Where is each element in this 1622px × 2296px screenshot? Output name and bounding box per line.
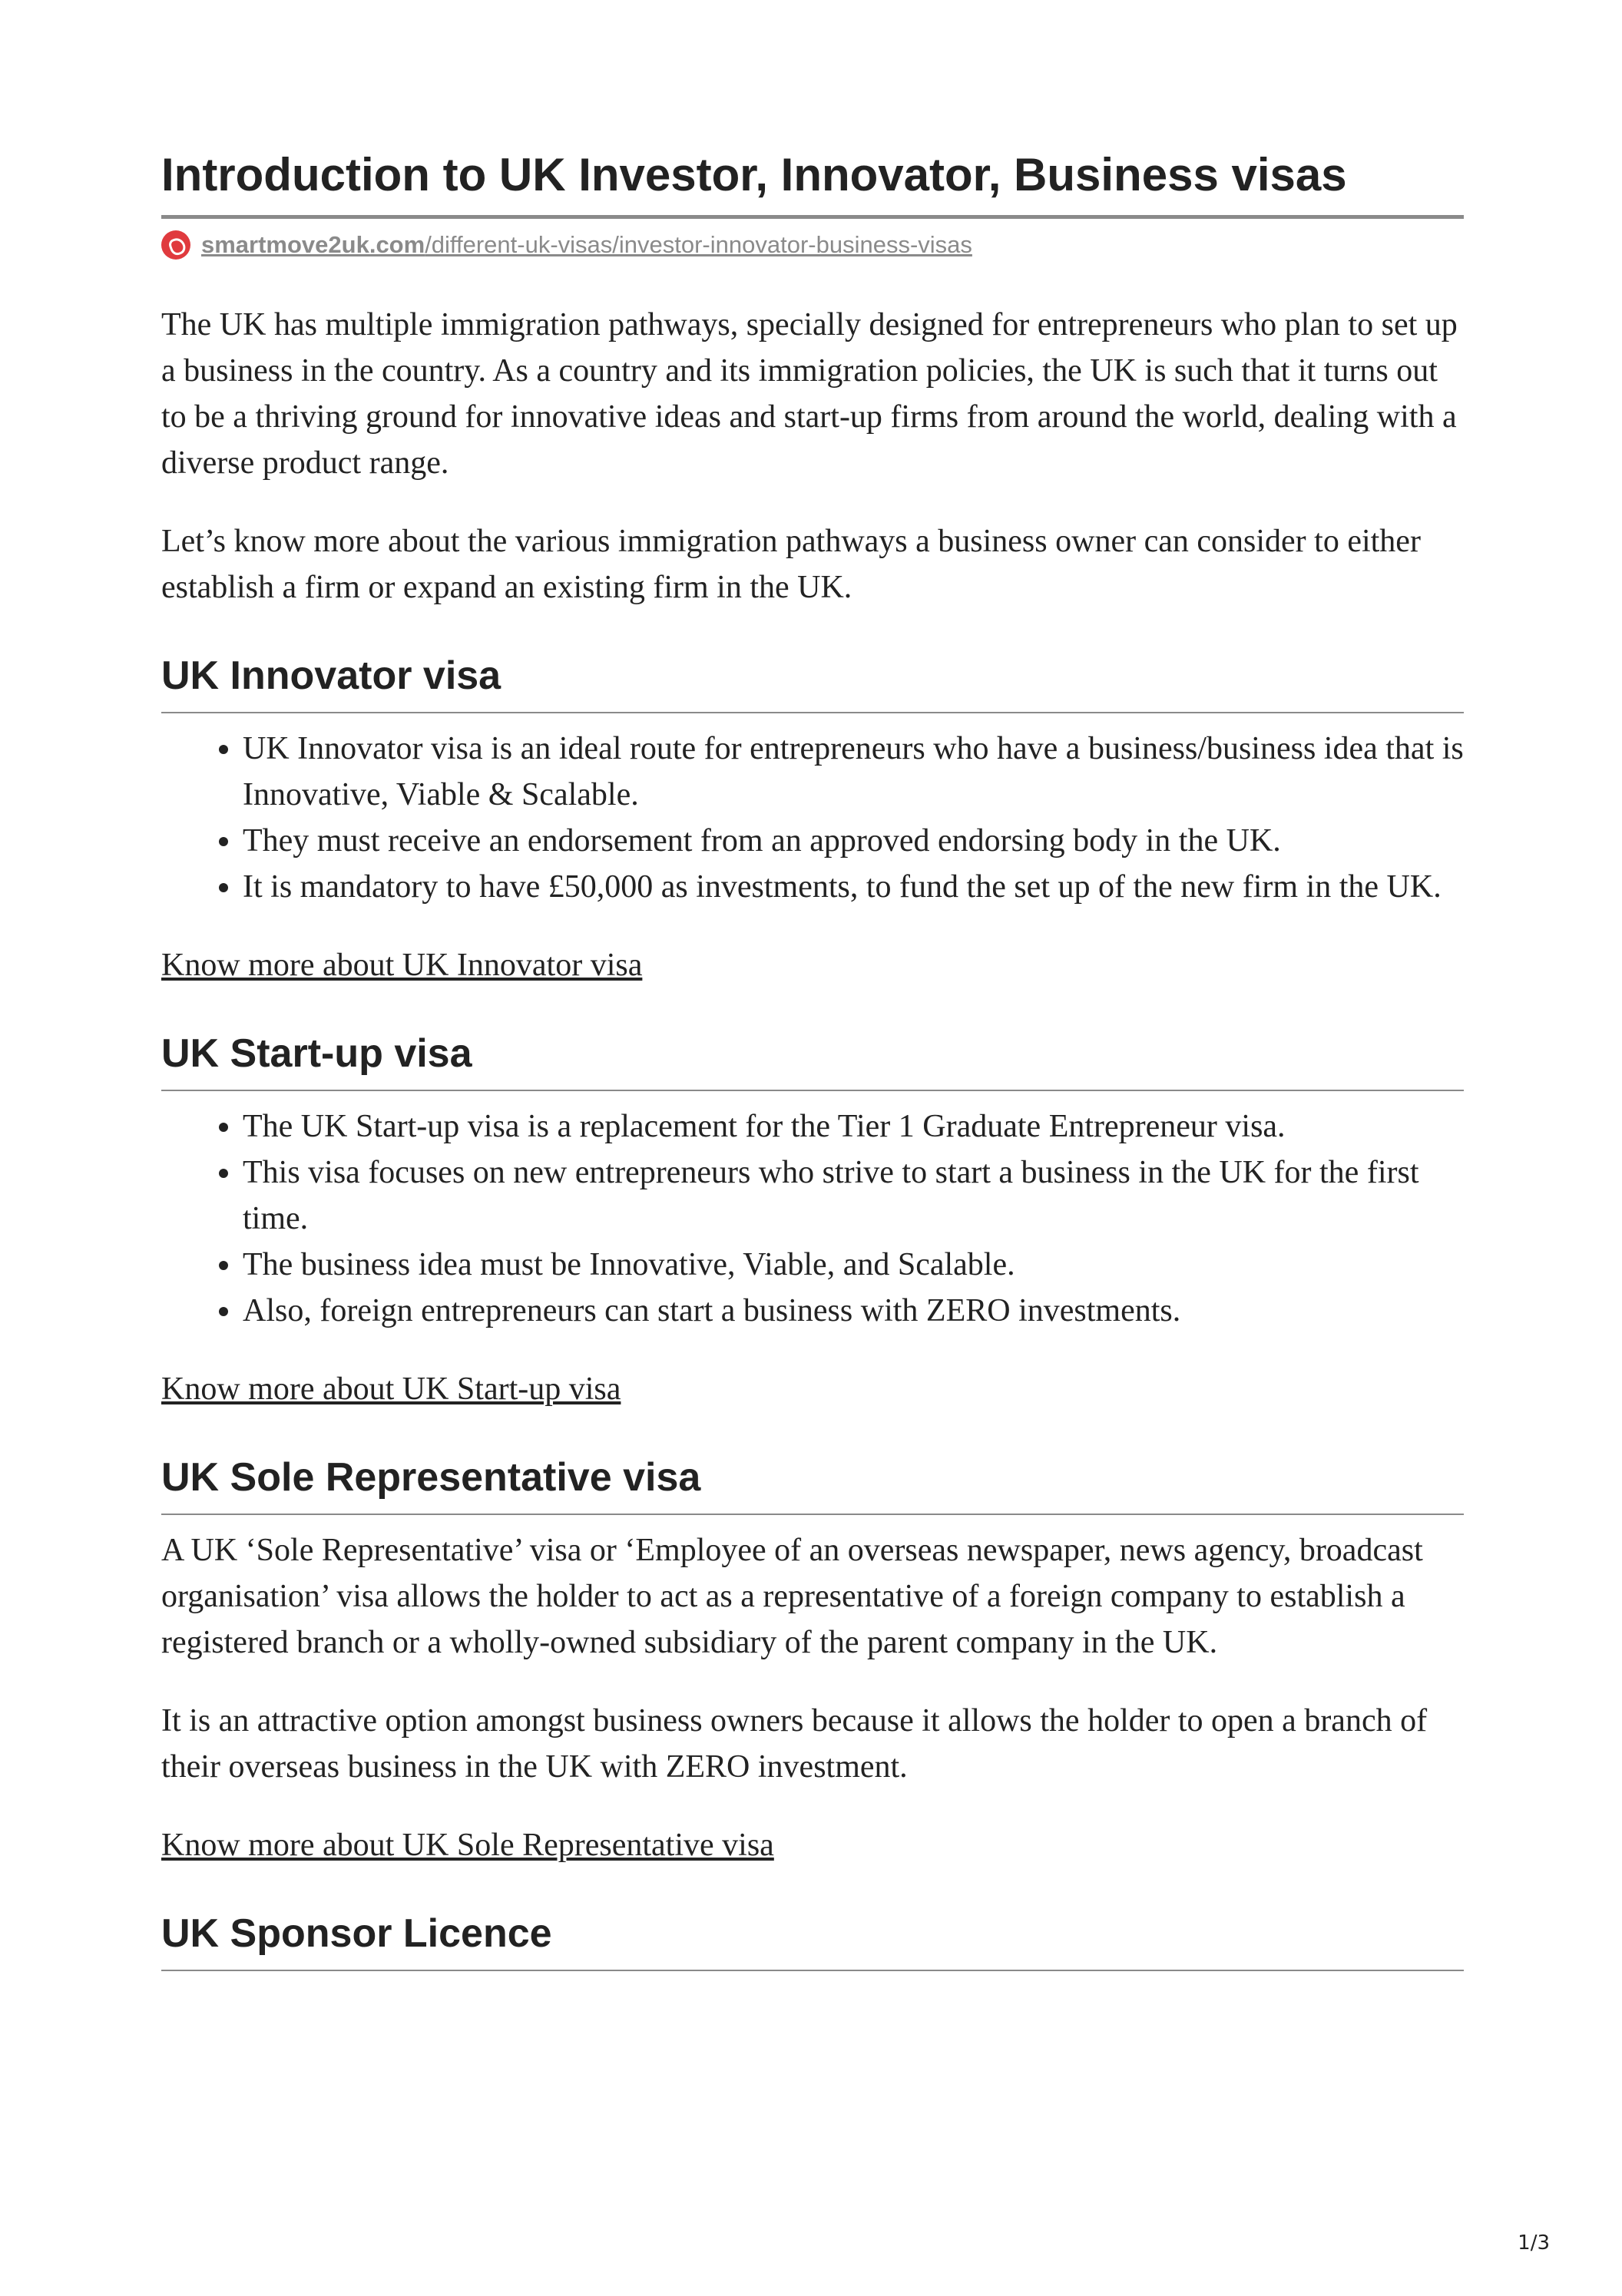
sole-know-more-link[interactable]: Know more about UK Sole Representative visa xyxy=(161,1828,774,1863)
list-item: • The business idea must be Innovative, Viable, and Scalable. xyxy=(243,1242,1464,1288)
startup-know-more-link[interactable]: Know more about UK Start-up visa xyxy=(161,1371,621,1407)
startup-bullet-list xyxy=(161,1103,1464,1334)
innovator-bullet-list xyxy=(161,726,1464,910)
list-item: • The UK Start-up visa is a replacement for the Tier 1 Graduate Entrepreneur visa. xyxy=(243,1103,1464,1150)
page-title: Introduction to UK Investor, Innovator, Business visas xyxy=(161,146,1464,219)
innovator-know-more-link[interactable]: Know more about UK Innovator visa xyxy=(161,948,643,983)
list-item: • This visa focuses on new entrepreneurs who strive to start a business in the UK for the first time. xyxy=(243,1150,1464,1242)
sole-paragraph-1: A UK ‘Sole Representative’ visa or ‘Employee of an overseas newspaper, news agency, broadcast organisation’ visa allows the holder to act as a representative of a foreign company to establish a registered branch or a wholly-owned subsidiary of the parent company in the UK. xyxy=(161,1533,1423,1660)
source-domain: smartmove2uk.com xyxy=(201,231,425,258)
source-path: /different-uk-visas/investor-innovator-business-visas xyxy=(425,231,972,258)
section-heading-sole-representative: UK Sole Representative visa xyxy=(161,1452,1464,1515)
sole-paragraph-2: It is an attractive option amongst business owners because it allows the holder to open a branch of their overseas business in the UK with ZERO investment. xyxy=(161,1703,1428,1785)
source-line xyxy=(161,230,1464,260)
section-heading-sponsor-licence: UK Sponsor Licence xyxy=(161,1908,1464,1971)
intro-paragraph-1: The UK has multiple immigration pathways, specially designed for entrepreneurs who plan to set up a business in the country. As a country and its immigration policies, the UK is such that it turns out to be a thriving ground for innovative ideas and start-up firms from around the world, dealing with a diverse product range. xyxy=(161,307,1458,481)
list-item: • It is mandatory to have £50,000 as investments, to fund the set up of the new firm in the UK. xyxy=(243,864,1464,910)
list-item: • They must receive an endorsement from an approved endorsing body in the UK. xyxy=(243,818,1464,864)
page-number: 1/3 xyxy=(1518,2231,1550,2255)
section-heading-startup: UK Start-up visa xyxy=(161,1028,1464,1091)
intro-paragraph-2: Let’s know more about the various immigration pathways a business owner can consider to either establish a firm or expand an existing firm in the UK. xyxy=(161,524,1421,605)
section-heading-innovator: UK Innovator visa xyxy=(161,650,1464,713)
source-link[interactable] xyxy=(201,230,972,260)
site-logo-icon xyxy=(161,230,190,260)
list-item: • UK Innovator visa is an ideal route for entrepreneurs who have a business/business idea that is Innovative, Viable & Scalable. xyxy=(243,726,1464,818)
document-page xyxy=(161,146,1464,1971)
list-item: • Also, foreign entrepreneurs can start a business with ZERO investments. xyxy=(243,1288,1464,1334)
